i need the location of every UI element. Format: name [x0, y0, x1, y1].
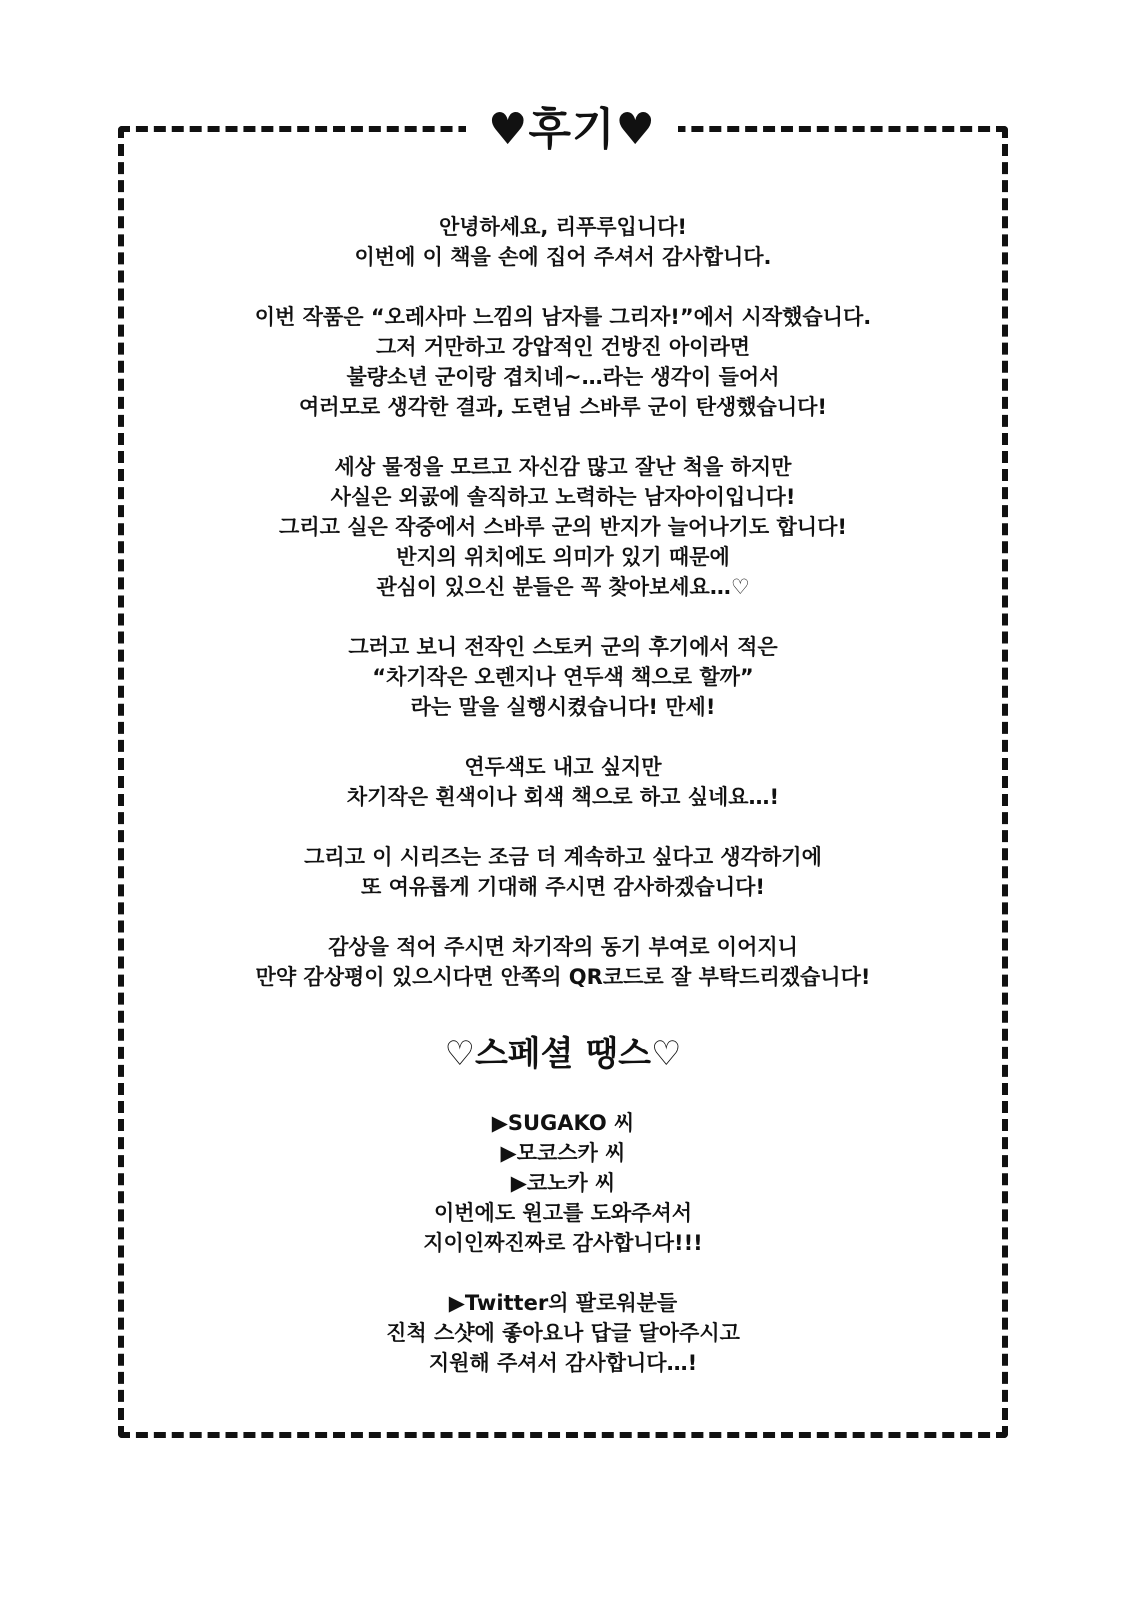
paragraph-2 — [130, 302, 996, 422]
thanks-line: 이번에도 원고를 도와주셔서 — [433, 1201, 693, 1225]
thanks-line: ▶Twitter의 팔로워분들 — [448, 1291, 678, 1315]
title-wrap — [0, 100, 1144, 160]
text-line: 만약 감상평이 있으시다면 안쪽의 QR코드로 잘 부탁드리겠습니다! — [255, 965, 871, 989]
text-line: 감상을 적어 주시면 차기작의 동기 부여로 이어지니 — [328, 935, 798, 959]
text-line: 그저 거만하고 강압적인 건방진 아이라면 — [375, 335, 751, 359]
text-line: 이번에 이 책을 손에 집어 주셔서 감사합니다. — [354, 245, 772, 269]
text-line: 사실은 외곬에 솔직하고 노력하는 남자아이입니다! — [330, 485, 796, 509]
text-line: 연두색도 내고 싶지만 — [464, 755, 662, 779]
text-line: 안녕하세요, 리푸루입니다! — [438, 215, 687, 239]
text-line: “차기작은 오렌지나 연두색 책으로 할까” — [372, 665, 754, 689]
page-title: ♥후기♥ — [466, 100, 678, 160]
text-line: 관심이 있으신 분들은 꼭 찾아보세요…♡ — [376, 575, 750, 599]
text-line: 그리고 실은 작중에서 스바루 군의 반지가 늘어나기도 합니다! — [279, 515, 847, 539]
thanks-line: 지원해 주셔서 감사합니다…! — [428, 1351, 698, 1375]
spacer — [130, 1258, 996, 1288]
special-thanks-list — [130, 1108, 996, 1378]
thanks-line: ▶모코스카 씨 — [500, 1141, 626, 1165]
text-line: 그리고 이 시리즈는 조금 더 계속하고 싶다고 생각하기에 — [304, 845, 822, 869]
paragraph-4 — [130, 632, 996, 722]
text-line: 여러모로 생각한 결과, 도련님 스바루 군이 탄생했습니다! — [299, 395, 827, 419]
text-line: 차기작은 흰색이나 회색 책으로 하고 싶네요…! — [346, 785, 780, 809]
paragraph-1 — [130, 212, 996, 272]
paragraph-5 — [130, 752, 996, 812]
thanks-line: ▶코노카 씨 — [510, 1171, 616, 1195]
thanks-line: ▶SUGAKO 씨 — [491, 1111, 635, 1135]
text-line: 그러고 보니 전작인 스토커 군의 후기에서 적은 — [348, 635, 778, 659]
text-line: 이번 작품은 “오레사마 느낌의 남자를 그리자!”에서 시작했습니다. — [254, 305, 872, 329]
paragraph-6 — [130, 842, 996, 902]
text-line: 불량소년 군이랑 겹치네~…라는 생각이 들어서 — [346, 365, 780, 389]
text-line: 반지의 위치에도 의미가 있기 때문에 — [396, 545, 730, 569]
text-line: 세상 물정을 모르고 자신감 많고 잘난 척을 하지만 — [334, 455, 792, 479]
paragraph-3 — [130, 452, 996, 602]
special-thanks-title: ♡스페셜 땡스♡ — [444, 1034, 682, 1074]
text-line: 라는 말을 실행시켰습니다! 만세! — [410, 695, 716, 719]
thanks-line: 진척 스샷에 좋아요나 답글 달아주시고 — [386, 1321, 740, 1345]
afterword-content — [130, 212, 996, 1378]
text-line: 또 여유롭게 기대해 주시면 감사하겠습니다! — [361, 875, 765, 899]
paragraph-7 — [130, 932, 996, 992]
thanks-line: 지이인짜진짜로 감사합니다!!! — [423, 1231, 703, 1255]
